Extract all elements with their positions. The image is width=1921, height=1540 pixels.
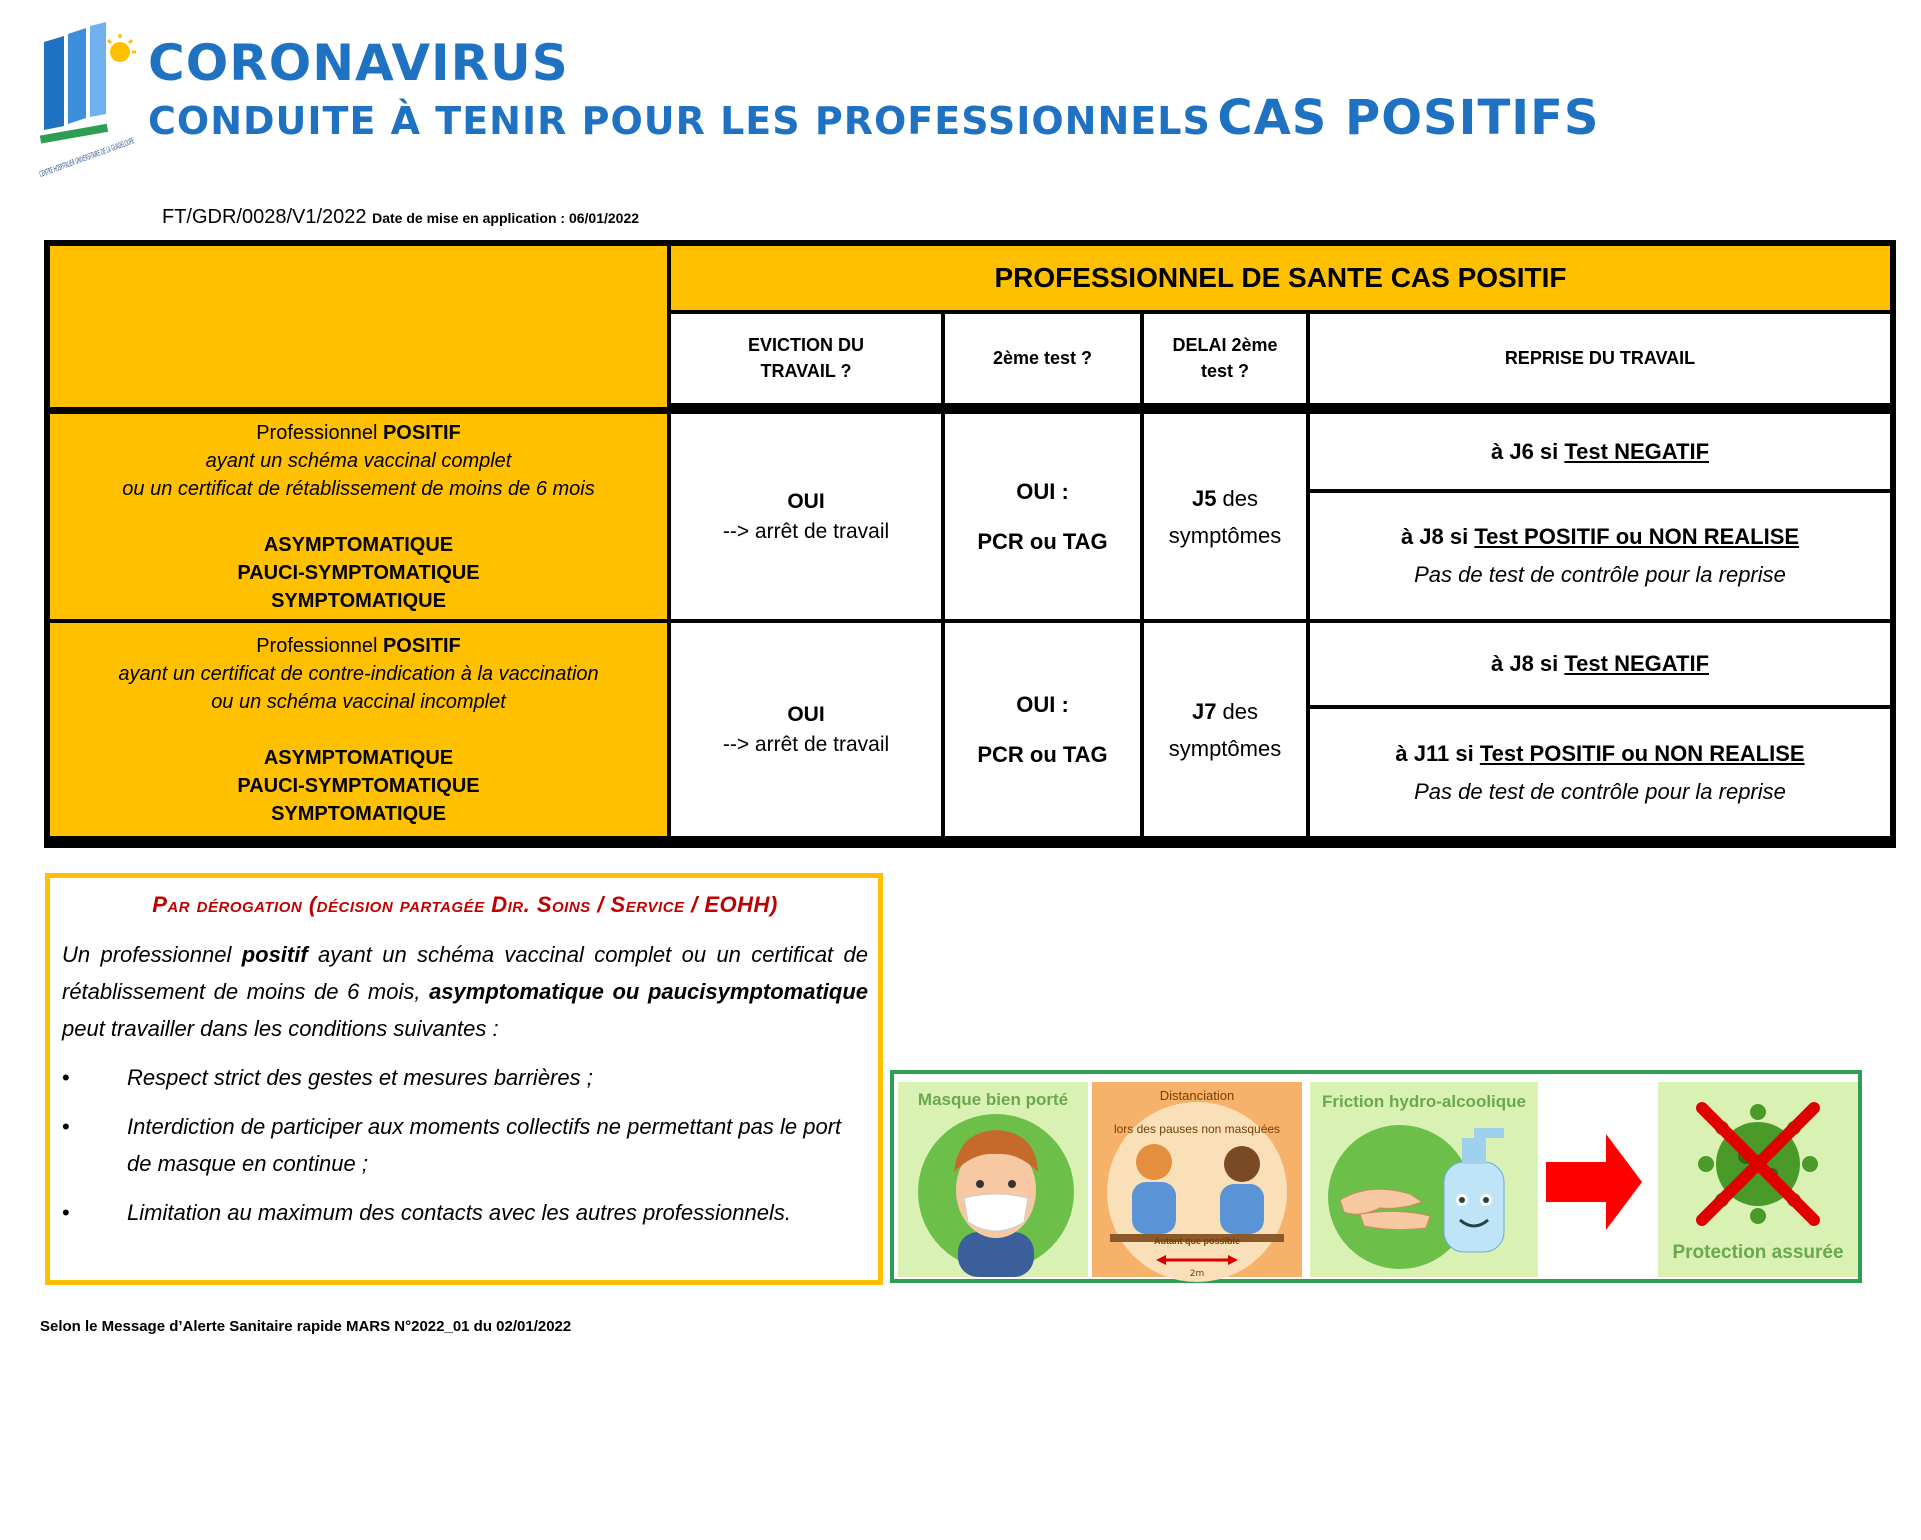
row-2-status-1: ASYMPTOMATIQUE [263, 746, 454, 769]
row-2-return-negative [1310, 623, 1890, 705]
row-1-return-note: Pas de test de contrôle pour la reprise [1414, 562, 1786, 587]
row-1-status-3: SYMPTOMATIQUE [271, 589, 446, 612]
condition-item-2: • Interdiction de participer aux moments collectifs ne permettant pas le port de masque en continue ; [62, 1108, 868, 1182]
row-2-status-3: SYMPTOMATIQUE [271, 802, 446, 825]
row-2-status-2: PAUCI-SYMPTOMATIQUE [237, 774, 480, 797]
row-2-return-pos-prefix: à J11 si [1395, 740, 1480, 766]
derogation-intro [62, 936, 868, 1047]
row-1-second-test [945, 414, 1140, 619]
row-1-criteria-2: ou un certificat de rétablissement de moins de 6 mois [122, 477, 595, 500]
col-header-delay-line-1: DELAI 2ème [1172, 335, 1278, 356]
derogation-box [45, 873, 883, 1285]
derogation-conditions [62, 1059, 868, 1231]
table-row-1-label [50, 414, 667, 619]
title-line-2 [148, 90, 1600, 146]
row-1-eviction-oui: OUI [787, 489, 825, 513]
title-conduite: CONDUITE À TENIR POUR LES PROFESSIONNELS [148, 99, 1211, 143]
row-1-prefix: Professionnel [256, 421, 383, 444]
derogation-intro-symptoms: asymptomatique ou paucisymptomatique [429, 979, 868, 1004]
derogation-title: Par dérogation (décision partagée Dir. Soins / Service / EOHH) [152, 892, 778, 917]
row-1-eviction [671, 414, 941, 619]
row-2-prefix: Professionnel [256, 634, 383, 657]
chu-guadeloupe-logo [32, 22, 261, 192]
row-1-delay-day: J5 [1191, 485, 1217, 511]
protection-label: Protection assurée [1672, 1242, 1844, 1263]
row-1-criteria-1: ayant un schéma vaccinal complet [205, 449, 512, 472]
reference-code: FT/GDR/0028/V1/2022 [162, 206, 367, 228]
row-2-criteria-2: ou un schéma vaccinal incomplet [211, 690, 506, 713]
source-footer: Selon le Message d’Alerte Sanitaire rapide MARS N°2022_01 du 02/01/2022 [40, 1318, 572, 1335]
row-1-delay-line-2: symptômes [1168, 522, 1282, 548]
row-1-status-1: ASYMPTOMATIQUE [263, 533, 454, 556]
row-2-return-neg-link: Test NEGATIF [1564, 651, 1710, 676]
row-2-delay-line-1 [1192, 693, 1258, 730]
distancing-note-2m: 2m [1189, 1269, 1205, 1279]
row-2-delay-des: des [1216, 698, 1259, 724]
pictogram-hand-sanitizer [1310, 1082, 1538, 1277]
mask-label: Masque bien porté [917, 1090, 1069, 1109]
distancing-people-icon [1092, 1082, 1302, 1277]
col-header-delay-line-2: test ? [1200, 360, 1249, 381]
table-corner-cell [50, 246, 667, 407]
pictogram-mask [898, 1082, 1088, 1277]
row-2-criteria-1: ayant un certificat de contre-indication à la vaccination [118, 662, 599, 685]
col-header-second-test: 2ème test ? [945, 314, 1140, 403]
row-1-delay [1144, 414, 1306, 619]
row-1-return-pos-link: Test POSITIF ou NON REALISE [1474, 524, 1800, 549]
derogation-intro-3: peut travailler dans les conditions suivantes : [62, 1016, 499, 1041]
condition-item-3: • Limitation au maximum des contacts avec les autres professionnels. [62, 1194, 868, 1231]
crossed-virus-icon [1658, 1082, 1858, 1242]
row-1-positif: POSITIF [382, 421, 461, 444]
col-header-eviction-line-1: EVICTION DU [747, 335, 864, 356]
distancing-label: Distanciation [1159, 1088, 1235, 1103]
row-1-delay-des: des [1216, 485, 1259, 511]
row-1-return-negative [1310, 414, 1890, 489]
row-2-delay [1144, 623, 1306, 836]
title-line-1 [148, 34, 569, 92]
derogation-intro-1: Un professionnel [62, 942, 242, 967]
row-1-return-neg-prefix: à J6 si [1490, 438, 1565, 464]
col-header-return: REPRISE DU TRAVAIL [1310, 314, 1890, 403]
row-1-return-neg-link: Test NEGATIF [1564, 438, 1710, 464]
row-2-positif: POSITIF [382, 634, 461, 657]
row-2-return-neg-prefix: à J8 si [1490, 651, 1565, 676]
row-2-second-test [945, 623, 1140, 836]
row-2-test-oui: OUI : [1016, 691, 1069, 717]
arrow-right-icon [1546, 1134, 1646, 1230]
pictogram-distancing [1092, 1082, 1302, 1277]
cas-positif-table [44, 240, 1896, 848]
row-1-delay-line-1 [1192, 480, 1258, 517]
table-main-header: PROFESSIONNEL DE SANTE CAS POSITIF [671, 246, 1890, 310]
row-1-status-2: PAUCI-SYMPTOMATIQUE [237, 561, 480, 584]
row-2-eviction [671, 623, 941, 836]
application-date: Date de mise en application : 06/01/2022 [372, 210, 640, 226]
title-coronavirus: CORONAVIRUS [148, 34, 569, 92]
row-2-delay-line-2: symptômes [1168, 735, 1282, 761]
row-2-return-note: Pas de test de contrôle pour la reprise [1414, 778, 1786, 804]
row-2-return-pos-link: Test POSITIF ou NON REALISE [1479, 740, 1805, 766]
friction-label: Friction hydro-alcoolique [1321, 1092, 1526, 1111]
row-2-test-type: PCR ou TAG [977, 741, 1108, 767]
logo-text: CENTRE HOSPITALIER UNIVERSITAIRE DE LA GUADELOUPE [38, 90, 261, 179]
row-2-eviction-detail: --> arrêt de travail [722, 732, 890, 756]
col-header-delay [1144, 314, 1306, 403]
row-2-delay-day: J7 [1191, 698, 1217, 724]
document-reference [162, 206, 639, 229]
condition-item-1: • Respect strict des gestes et mesures barrières ; [62, 1059, 868, 1096]
distancing-note: Autant que possible [1153, 1236, 1240, 1246]
masked-face-icon [898, 1082, 1088, 1277]
row-2-title [256, 632, 461, 660]
row-1-return-pos-prefix: à J8 si [1400, 524, 1475, 549]
col-header-eviction-line-2: TRAVAIL ? [760, 360, 852, 381]
row-2-return-positive [1310, 709, 1890, 836]
row-1-title [256, 419, 461, 447]
row-2-eviction-oui: OUI [787, 702, 825, 726]
derogation-intro-positif: positif [241, 942, 308, 967]
col-header-eviction [671, 314, 941, 403]
derogation-intro-2: ayant un schéma vaccinal complet ou un certificat de rétablissement de moins de 6 mois, [62, 942, 868, 1004]
barrier-measures-pictograms [890, 1070, 1862, 1283]
row-1-eviction-detail: --> arrêt de travail [722, 519, 890, 543]
title-cas-positifs: CAS POSITIFS [1217, 90, 1600, 146]
row-1-test-type: PCR ou TAG [977, 528, 1108, 554]
row-1-return-positive [1310, 493, 1890, 619]
row-1-test-oui: OUI : [1016, 478, 1069, 504]
pictogram-protection [1658, 1082, 1858, 1277]
distancing-sublabel: lors des pauses non masquées [1113, 1122, 1281, 1136]
table-row-2-label [50, 623, 667, 836]
